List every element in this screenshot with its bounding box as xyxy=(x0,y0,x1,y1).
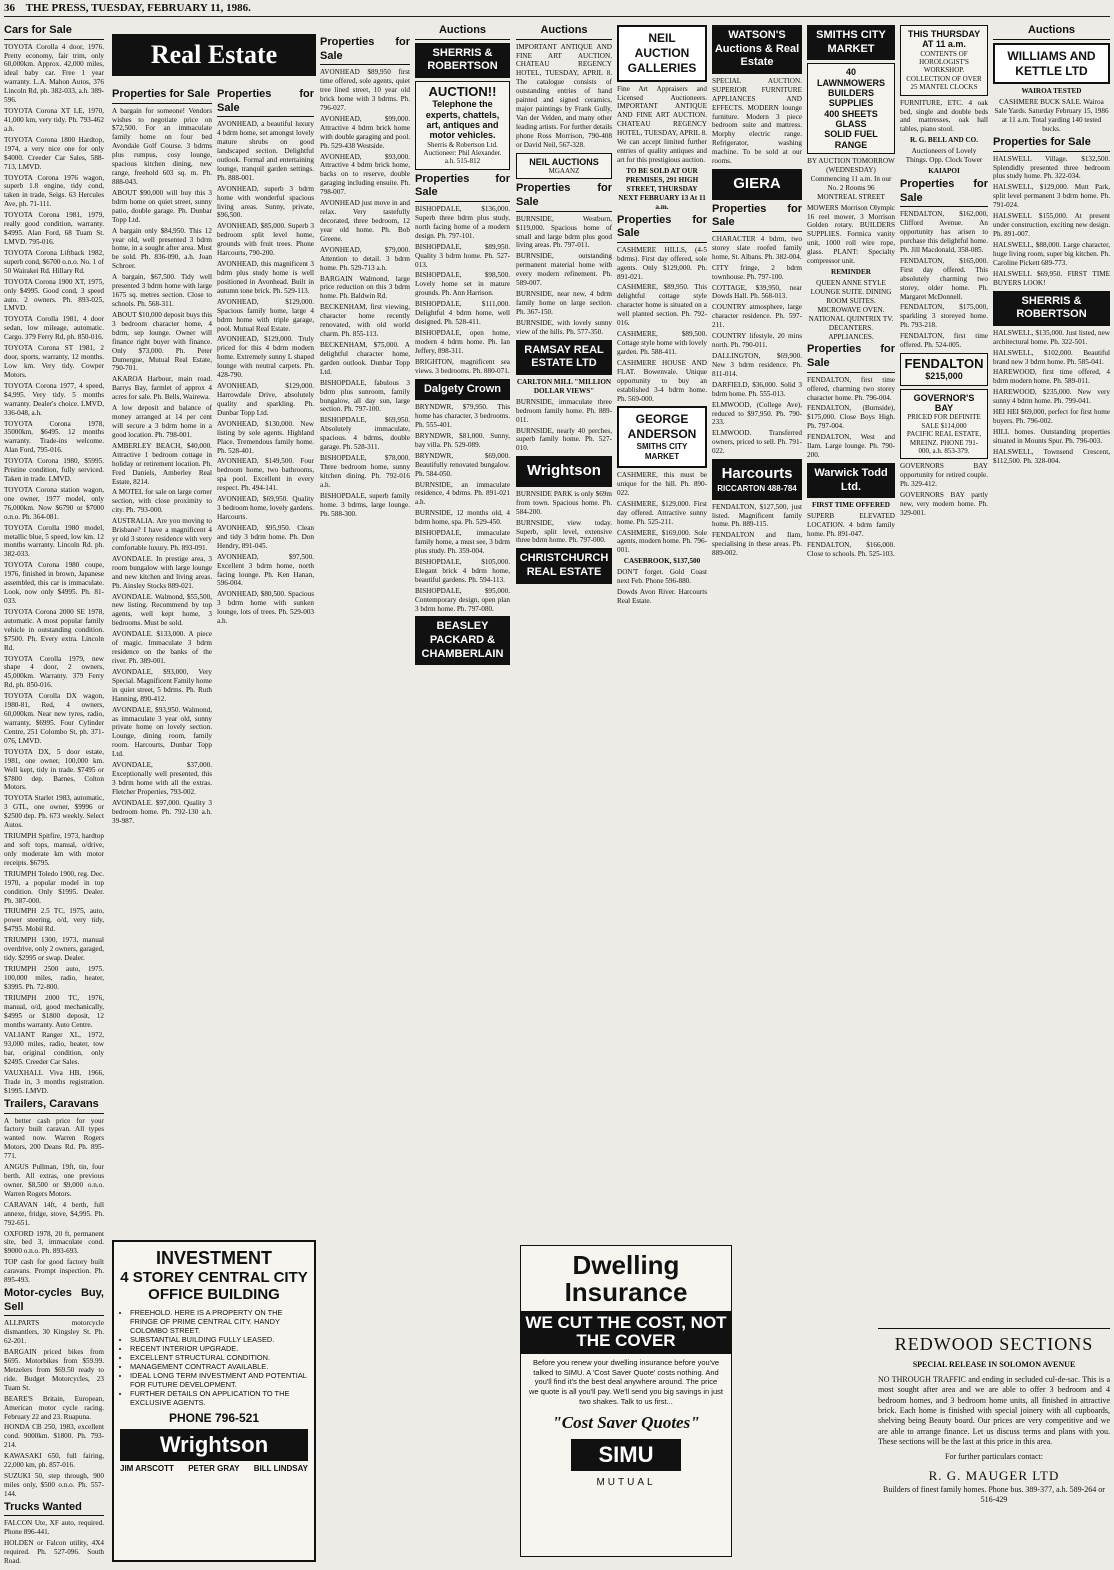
classified-ad: A bargain only $84,950. This 12 year old, well presented 3 bdrm home, in a sought after area. Must be sold. Ph. 836-090, a.h. Joan Schroer. xyxy=(112,226,212,271)
investment-title: INVESTMENT xyxy=(155,1248,272,1268)
trucks-ads xyxy=(4,1519,104,1566)
classified-ad: AVONHEAD, $129,000. Harrowdale Drive, absolutely quality and sparkling. Ph. Dunbar Topp Ltd. xyxy=(217,382,314,417)
classified-ad: TRIUMPH 1300, 1973, manual overdrive, only 2 owners, garaged, tidy. $2995 or swap. Dealer. xyxy=(4,936,104,963)
classified-ad: A low deposit and balance of money arranged at 14 per cent will secure a 3 bdrm home in a good location. Ph. 798-001. xyxy=(112,404,212,439)
classified-ad: ELMWOOD, (College Ave), reduced to $97,950. Ph. 790-233. xyxy=(712,400,802,427)
classified-ad: TOYOTA Corona 1980 coupe, 1976, finished in brown, Japanese assembled, this car is immaculate. Look, now only $4995. Ph. 81-033. xyxy=(4,561,104,606)
classified-ad: HALSWELL, Townsend Crescent, $112,500. Ph. 328-004. xyxy=(993,447,1110,465)
smiths-auction-time: BY AUCTION TOMORROW (WEDNESDAY) Commencing 11 a.m. In our No. 2 Rooms 96 MONTREAL STREET xyxy=(807,157,895,201)
bullet-item: • EXCELLENT STRUCTURAL CONDITION. xyxy=(130,1353,308,1362)
classified-ad: COUNTRY lifestyle, 20 mins north. Ph. 790-011. xyxy=(712,332,802,350)
classified-ad: VALIANT Ranger XL, 1972, 93,000 miles, radio, heater, tow bar, original condition, only $2495. Creeder Car Sales. xyxy=(4,1031,104,1067)
classified-ad: AVONHEAD, $79,000. Attention to detail. 3 bdrm home. Ph. 529-713 a.h. xyxy=(320,245,410,272)
classified-ad: BECKENHAM, first viewing, character home recently renovated, with old world charm. Ph. 855-113. xyxy=(320,303,410,339)
classified-ad: TOYOTA Corolla 1979, new shape 4 door, 2 owners, 45,000km. Warranty. 379 Ferry Rd, ph. 850-016. xyxy=(4,654,104,690)
classified-ad: BISHOPDALE, $136,000. Superb three bdrm plus study, north facing home of a modern design. Ph. 797-101. xyxy=(415,204,510,240)
classified-ad: TRIUMPH Spitfire, 1973, hardtop and soft tops, manual, o/drive, only moderate km with motor receipts. $6795. xyxy=(4,832,104,867)
section-properties-heading: Properties for Sale xyxy=(112,88,212,104)
harcourts-sub: RICCARTON 488-784 xyxy=(717,483,797,493)
williams-text: CASHMERE BUCK SALE. Wairoa Sale Yards. Saturday February 15, 1986 at 11 a.m. Total yarding 140 tested bucks. xyxy=(994,98,1109,134)
column-cars xyxy=(4,22,105,1566)
classified-ad: DARFIELD, $36,000. Solid 3 bdrm home. Ph. 555-013. xyxy=(712,380,802,398)
williams-kettle-logo: WILLIAMS AND KETTLE LTD xyxy=(993,43,1110,85)
classified-ad: FENDALTON, $127,500, just listed. Magnificent family home. Ph. 889-115. xyxy=(712,502,802,529)
agent-name: BILL LINDSAY xyxy=(253,1463,308,1473)
properties-ads-n xyxy=(712,503,802,559)
section-moto-heading: Motor-cycles Buy, Sell xyxy=(4,1287,104,1316)
classified-ad: BARGAIN Walmond, large price reduction on this 3 bdrm home. Ph. Baldwin Rd. xyxy=(320,274,410,301)
sherris-robertson-logo: SHERRIS & ROBERTSON xyxy=(415,43,510,78)
properties-ads-p xyxy=(807,512,895,559)
column-neil-galleries xyxy=(617,22,707,1237)
classified-ad: KAWASAKI 650, full fairing, 22,000 km, ph. 857-016. xyxy=(4,1452,104,1470)
auction-title: AUCTION!! xyxy=(428,83,497,99)
bullet-item: • IDEAL LONG TERM INVESTMENT AND POTENTIAL FOR FUTURE DEVELOPMENT. xyxy=(130,1371,308,1389)
classified-ad: CASHMERE, $129,000. First day offered. Attractive sunny home. Ph. 525-211. xyxy=(617,499,707,526)
thursday-heading: THIS THURSDAY AT 11 a.m. xyxy=(907,29,981,50)
classified-ad: TOYOTA Corona 1981, 1979, really good condition, warranty. $4995. Alan Ford, 68 Tuam St. LMVD. 795-016. xyxy=(4,211,104,246)
classified-ad: BRYNDWR, $81,000. Sunny, bay villa. Ph. 529-089. xyxy=(415,431,510,449)
neil-auctions-location: MGAANZ xyxy=(548,167,580,176)
section-trailers-heading: Trailers, Caravans xyxy=(4,1098,104,1114)
classified-ad: DON'T forget. Gold Coast next Feb. Phone 596-880. xyxy=(617,568,707,586)
classified-ad: TOYOTA Corolla 1981, 4 door sedan, low mileage, automatic. Cargo. 379 Ferry Rd, ph. 850-016. xyxy=(4,315,104,342)
warwick-todd-logo: Warwick Todd Ltd. xyxy=(807,463,895,498)
classified-ad: HOLDEN or Falcon utility, 4X4 required. Ph. 527-096. South Road. xyxy=(4,1539,104,1566)
column-properties-b xyxy=(217,86,314,1136)
george-anderson-name: GEORGE ANDERSON xyxy=(627,412,697,442)
classified-ad: AVONDALE, $93,000, Very Special. Magnificent Family home in quiet street, 5 bdrms. Ph. Ruth Hanning, 890-412. xyxy=(112,667,212,703)
classified-ad: BISHOPDALE, $78,000. Three bedroom home, sunny kitchen dining. Ph. 792-016 a.h. xyxy=(320,454,410,489)
classified-ad: BISHOPDALE, $98,500. Lovely home set in mature grounds. Ph. Ann Harrison. xyxy=(415,271,510,298)
classified-ad: BISHOPDALE, $111,000. Delightful 4 bdrm home, well designed. Ph. 528-411. xyxy=(415,300,510,327)
classified-ad: FENDALTON, (Burnside), $175,000. Close Boys High. Ph. 797-004. xyxy=(807,404,895,431)
smiths-line: 40 LAWNMOWERS xyxy=(817,67,885,88)
properties-ads-o xyxy=(807,376,895,460)
classified-ad: AVONHEAD, superb 3 bdrm home with wonderful spacious living areas. Sunny, private, $96,500. xyxy=(217,184,314,220)
smiths-city-name: SMITHS CITY MARKET xyxy=(636,442,688,462)
properties-ads-a xyxy=(112,107,212,826)
classified-ad: HAREWOOD, $235,000. New very sunny 4 bdrm home. Ph. 799-041. xyxy=(993,388,1110,406)
classified-ad: AVONHEAD, $95,950. Clean and tidy 3 bdrm home. Ph. Don Hendry, 891-045. xyxy=(217,523,314,550)
smiths-line: SOLID FUEL RANGE xyxy=(824,129,878,150)
classified-ad: HALSWELL $155,000. At present under construction, exciting new design. Ph. 891-007. xyxy=(993,212,1110,238)
dwelling-banner: WE CUT THE COST, NOT THE COVER xyxy=(521,1311,731,1354)
redwood-signature: R. G. MAUGER LTD xyxy=(928,1467,1060,1483)
properties-ads-k xyxy=(617,471,707,555)
harcourts-name: Harcourts xyxy=(721,465,793,483)
harcourts-logo xyxy=(712,459,802,500)
governors-box xyxy=(900,389,988,460)
smiths-lines-box xyxy=(807,63,895,154)
redwood-subtitle: SPECIAL RELEASE IN SOLOMON AVENUE xyxy=(912,1360,1076,1370)
classified-ad: TOYOTA Corona XT LE, 1970, 41,000 km, very tidy. Ph. 793-462 a.h. xyxy=(4,107,104,133)
column-properties-d xyxy=(415,22,510,1558)
neil-galleries-title: NEIL AUCTION GALLERIES xyxy=(617,25,707,82)
column-bell-auctions xyxy=(900,22,988,1322)
auction-text: Telephone the experts, chattels, art, antiques and motor vehicles. xyxy=(425,99,500,141)
classified-ad: CASHMERE, $89,950. This delightful cottage style character home is situated on a well planted section. Ph. 792-016. xyxy=(617,283,707,328)
dwelling-title: Dwelling Insurance xyxy=(564,1250,688,1308)
classified-ad: AVONHEAD, $129,000. Spacious family home, large 4 bdrm home with triple garage, pool. Mutual Real Estate. xyxy=(217,297,314,333)
collection-text: CONTENTS OF HOROLOGIST'S WORKSHOP. COLLECTION OF OVER 25 MANTEL CLOCKS xyxy=(906,49,982,92)
classified-ad: A better cash price for your factory built caravan. All types wanted now. Warren Rogers Motors, 200 Deans Rd. Ph. 895-771. xyxy=(4,1116,104,1161)
classified-ad: TRIUMPH 2000 TC, 1976, manual, o/d, good mechanically, $4995 or $1800 deposit, 12 months warranty. Auto Centre. xyxy=(4,993,104,1029)
classified-ad: FENDALTON, $162,000, Clifford Avenue. An opportunity has arisen to purchase this delightful home. Ph. Jill Macdonald, 358-085. xyxy=(900,210,988,254)
redwood-text: NO THROUGH TRAFFIC and ending in secluded cul-de-sac. This is a most sought after area and we are able to offer 3 bedroom and 4 bedroom homes, and 3 bedroom home units, all finished in attractive brick. Each home is finished with special joinery with all cupboards, shelving being Beauty board. Our prices are very competitive and we are able to arrange finance. Let us discuss terms and plans with you. These sections will be the last at this price in this area. xyxy=(878,1374,1110,1447)
properties-ads-t xyxy=(993,329,1110,466)
classified-ad: AVONDALE, $37,000. Exceptionally well presented, this 3 bdrm home with all the extras. Fletcher Properties, 793-002. xyxy=(112,761,212,796)
section-auctions-heading: Auctions xyxy=(516,24,612,40)
classified-ad: CARAVAN 14ft, 4 berth, full annexe, fridge, stove, $4,995. Ph. 792-651. xyxy=(4,1200,104,1227)
classified-ad: AUSTRALIA. Are you moving to Brisbane? I have a magnificent 4 yr old 3 storey residence with very comfortable luxury. Ph. 893-091. xyxy=(112,517,212,552)
classified-ad: CASHMERE, $89,500. Cottage style home with lovely garden. Ph. 588-411. xyxy=(617,330,707,356)
classified-ad: TOYOTA Corona 1800 Hardtop, 1974, a very nice one for only $4000. Creeder Car Sales, 588-713, LMVD. xyxy=(4,135,104,171)
classified-ad: BRIGHTON, magnificent sea views. 3 bedrooms. Ph. 880-071. xyxy=(415,357,510,375)
classified-ad: AVONHEAD, $130,000. New listing by sole agents. Highland Place. Tremendous family home. Ph. 528-401. xyxy=(217,419,314,455)
section-properties-heading: Properties for Sale xyxy=(807,343,895,372)
dwelling-insurance-ad xyxy=(520,1245,732,1557)
bell-sub: Auctioneers of Lovely Things. Opp. Clock Tower xyxy=(905,147,983,165)
classified-ad: BURNSIDE, near new, 4 bdrm family home on large section. Ph. 367-150. xyxy=(516,290,612,316)
classified-ad: FENDALTON and Ilam, specialising in these areas. Ph. 889-002. xyxy=(712,531,802,558)
casebrook-heading: CASEBROOK, $137,500 xyxy=(623,557,701,566)
classified-ad: BISHOPDALE, $89,950. Quality 3 bdrm home. Ph. 527-013. xyxy=(415,242,510,269)
section-properties-heading: Properties for Sale xyxy=(712,203,802,232)
section-auctions-heading: Auctions xyxy=(993,24,1110,40)
classified-ad: BEARE'S Britain, European, American motor cycle racing. February 22 and 23. Ruapuna. xyxy=(4,1394,104,1421)
paper-date: THE PRESS, TUESDAY, FEBRUARY 11, 1986. xyxy=(25,2,251,14)
classified-ad: ABOUT $90,000 will buy this 3 bdrm home on quiet street, sunny patio, double garage. Ph. Dunbar Topp Ltd. xyxy=(112,188,212,224)
classified-ad: CASHMERE, this must be unique for the hill. Ph. 890-022. xyxy=(617,471,707,497)
classified-ad: BURNSIDE, nearly 40 perches, superb family home. Ph. 527-010. xyxy=(516,426,612,453)
classified-ad: DALLINGTON, $69,900. New 3 bdrm residence. Ph. 811-014. xyxy=(712,352,802,378)
smiths-city-logo: SMITHS CITY MARKET xyxy=(807,25,895,60)
moto-ads xyxy=(4,1319,104,1499)
classified-ad: HALSWELL, $88,000. Large character, huge living room, super big kitchen. Ph. Caroline Pickett 689-773. xyxy=(993,240,1110,267)
classified-ad: AVONDALE. Walmond, $55,500, new listing. Recommend by top agents, well kept home, 3 bedrooms. Must be sold. xyxy=(112,592,212,628)
section-properties-heading: Properties for Sale xyxy=(516,182,612,211)
sold-at-premises: TO BE SOLD AT OUR PREMISES, 291 HIGH STREET, THURSDAY NEXT FEBRUARY 13 At 11 a.m. xyxy=(618,166,706,211)
auction-contact: Sherris & Robertson Ltd. Auctioneer: Phil Alexander. a.h. 515-812 xyxy=(423,140,502,166)
column-properties-c xyxy=(320,34,410,1570)
watsons-text: SPECIAL AUCTION. SUPERIOR FURNITURE APPLIANCES AND EFFECTS. MODERN lounge furniture. Modern 3 piece bedroom suite and mattress. Morphy electric range. Refrigerator, washing machine. To be sold at our rooms. xyxy=(712,76,802,166)
classified-ad: GOVERNORS BAY opportunity for retired couple. Ph. 329-412. xyxy=(900,462,988,489)
classified-ad: AVONHEAD, this magnificent 3 bdrm plus study home is well positioned in Avonhead. Built in autumn tone brick. Ph. 529-113. xyxy=(217,260,314,295)
classified-ad: BURNSIDE, outstanding permanent material home with every modern refinement. Ph. 589-007. xyxy=(516,252,612,288)
classified-ad: BURNSIDE, view today. Superb, split level, extensive three bdrm home. Ph. 797-000. xyxy=(516,518,612,545)
properties-ads-b xyxy=(217,120,314,626)
reminder-heading: REMINDER xyxy=(831,268,871,277)
fendalton-box xyxy=(900,353,988,386)
cars-ads xyxy=(4,43,104,1096)
classified-ad: CASHMERE, $169,000. Sole agents, modern home. Ph. 796-001. xyxy=(617,528,707,555)
fendalton-title: FENDALTON xyxy=(904,356,984,372)
smiths-details: MOWERS Morrison Olympic 16 reel mower, 3 Morrison Golden rotary. BUILDERS SUPPLIES. Formica vanity unit, 1000 roll wire rope, glass. PLANT: Specialty compressor unit. xyxy=(807,203,895,266)
classified-ad: AVONHEAD, $85,000. Superb 3 bedroom split level home, grounds with fruit trees. Phone Harcourts, 790-200. xyxy=(217,222,314,258)
classified-ad: BISHOPDALE, superb family home. 3 bdrms, large lounge. Ph. 588-300. xyxy=(320,491,410,518)
classified-ad: Dowds Avon River. Harcourts Real Estate. xyxy=(617,588,707,605)
classified-ad: HONDA CB 250, 1983, excellent cond. 9000km. $1800. Ph. 793-214. xyxy=(4,1423,104,1450)
carlton-mill-heading: CARLTON MILL "MILLION DOLLAR VIEWS" xyxy=(516,377,612,395)
classified-ad: AVONHEAD, $97,500. Excellent 3 bdrm home, north facing lounge. Ph. Ken Hanan, 596-004. xyxy=(217,552,314,588)
classified-ad: BRYNDWR, $69,000. Beautifully renovated bungalow. Ph. 584-050. xyxy=(415,451,510,478)
classified-ad: CASHMERE HILLS, (4-5 bdrms). First day offered, sole agents. Only $129,000. Ph. 891-021. xyxy=(617,245,707,281)
classified-ad: AKAROA Harbour, main road. Barrys Bay, farmlet of approx 4 acres for sale. Ph. Bells, Wairewa. xyxy=(112,375,212,402)
classified-ad: TOYOTA Corona 1976 wagon, superb 1.8 engine, tidy cond, taken in trade, Seigs. 63 Hercules Ave, ph. 71-111. xyxy=(4,173,104,209)
classified-ad: HEI HEI $69,000, perfect for first home buyers. Ph. 796-002. xyxy=(993,408,1110,426)
agent-name: PETER GRAY xyxy=(188,1463,240,1473)
investment-agents xyxy=(120,1464,308,1473)
redwood-contact: Builders of finest family homes. Phone bus. 389-377, a.h. 589-264 or 516-429 xyxy=(883,1484,1105,1505)
classified-ad: ANGUS Pullman, 19ft, tin, four berth. All extras, one previous owner. $8,500 or $9,000 o.n.o. Warren Rogers Motors. xyxy=(4,1163,104,1198)
classified-ad: BURNSIDE, an immaculate residence, 4 bdrms. Ph. 891-021 a.h. xyxy=(415,480,510,507)
williams-location: WAIROA TESTED xyxy=(1021,87,1082,96)
classified-ad: AVONDALE. $133,000. A piece of magic. Immaculate 3 bdrm residence on the banks of the river. Ph. 389-001. xyxy=(112,630,212,666)
neil-auctions-name: NEIL AUCTIONS xyxy=(529,156,599,167)
classified-ad: SUPERB ELEVATED LOCATION. 4 bdrm family home. Ph. 891-047. xyxy=(807,512,895,538)
section-properties-heading: Properties for Sale xyxy=(617,214,707,243)
classified-ad: A bargain, $67,500. Tidy well presented 3 bdrm home with large 1675 sq. metres section. Close to schools. Ph. 568-311. xyxy=(112,273,212,308)
classified-ad: BISHOPDALE, $69,950. Absolutely immaculate, spacious. 4 bdrms, double garage. Ph. 528-311. xyxy=(320,416,410,452)
properties-ads-i xyxy=(516,490,612,546)
properties-ads-l xyxy=(617,568,707,606)
classified-ad: GOVERNORS BAY partly new, very modern home. Ph. 329-001. xyxy=(900,491,988,517)
column-williams xyxy=(993,22,1110,1322)
redwood-sections-ad xyxy=(878,1328,1110,1549)
wrightson-logo: Wrightson xyxy=(120,1429,308,1461)
classified-ad: TOYOTA DX, 5 door estate, 1981, one owner, 100,000 km. Well kept, tidy in trade. $7495 or $7800 dep. Barnes, Colton Motors. xyxy=(4,747,104,792)
classified-ad: BURNSIDE, immaculate three bedroom family home. Ph. 889-011. xyxy=(516,397,612,424)
classified-ad: TOYOTA Corona 2000 SE 1978, automatic. A most popular family vehicle in outstanding condition. $7500. Ph. Every extra. Lincoln Rd. xyxy=(4,607,104,652)
classified-ad: FENDALTON, first time offered, charming two storey character home. Ph. 796-004. xyxy=(807,375,895,402)
redwood-title: REDWOOD SECTIONS xyxy=(894,1334,1094,1354)
bullet-item: • FREEHOLD. HERE IS A PROPERTY ON THE FRINGE OF PRIME CENTRAL CITY. HANDY COLOMBO STREET. xyxy=(130,1308,308,1335)
classified-ad: AMBERLEY BEACH, $40,000. Attractive 1 bedroom cottage in holiday or retirement location. Ph. Fred Daniels, Amberley Real Estate, 8214. xyxy=(112,441,212,486)
neil-auctions-box xyxy=(516,153,612,180)
classified-ad: HALSWELL Village. $132,500. Splendidly presented three bedroom plus study home. Ph. 322-034. xyxy=(993,154,1110,181)
classified-ad: FENDALTON, $165,000. First day offered. This absolutely charming two storey, older home. Ph. Margaret McDonnell. xyxy=(900,256,988,301)
properties-ads-c xyxy=(320,68,410,518)
classified-ad: AVONHEAD, a beautiful luxury 4 bdrm home, set amongst lovely mature shrubs on good landscaped section. Delightful outlook. Formal and entertaining lounge, tranquil garden settings. Ph. 888-001. xyxy=(217,120,314,182)
classified-ad: COTTAGE, $39,950, near Dowds Hall. Ph. 568-013. xyxy=(712,283,802,301)
classified-ad: VAUXHALL Viva HB, 1966, Trade in, 3 months registration. $1995. LMVD. xyxy=(4,1069,104,1095)
properties-ads-h xyxy=(516,398,612,454)
classified-ad: TOP cash for good factory built caravans. Prompt inspection. Ph. 895-493. xyxy=(4,1258,104,1285)
properties-ads-r xyxy=(900,462,988,518)
classified-ad: COUNTRY atmosphere, large character residence. Ph. 597-211. xyxy=(712,303,802,330)
classified-ad: AVONHEAD, $80,500. Spacious 3 bdrm home with sunken lounge, lots of trees. Ph. 529-003 a.h. xyxy=(217,590,314,626)
classified-ad: TRIUMPH Toledo 1900, reg. Dec. 1970, a popular model in top condition. Only $1995. Dealer. Ph. 387-000. xyxy=(4,869,104,905)
classified-ad: FENDALTON, $166,000. Close to schools. Ph. 525-103. xyxy=(807,540,895,558)
classified-ad: AVONHEAD $89,950 first time offered, sole agents, quiet tree lined street, 10 year old brick home with 3 bdrms. Ph. 796-027. xyxy=(320,68,410,112)
classified-ad: BARGAIN priced bikes from $695. Motorbikes from $59.99. Metzelers from $69.50 ready to ride. Budget Motorcycles, 23 Tuam St. xyxy=(4,1348,104,1392)
classified-ad: HAREWOOD, first time offered, 4 bdrm modern home. Ph. 589-011. xyxy=(993,368,1110,386)
classified-ad: CASHMERE HOUSE AND FLAT. Bowenvale. Unique opportunity to buy an established 3-4 bdrm home. Ph. 569-000. xyxy=(617,358,707,403)
wrightson-logo: Wrightson xyxy=(516,456,612,487)
real-estate-banner: Real Estate xyxy=(112,34,316,76)
classified-ad: FENDALTON, West and Ilam. Large lounge. Ph. 790-200. xyxy=(807,433,895,460)
auction-box xyxy=(415,81,510,170)
watsons-logo: WATSON'S Auctions & Real Estate xyxy=(712,25,802,74)
governors-price: PRICED FOR DEFINITE SALE $114,000 xyxy=(907,413,981,430)
antique-auction-text: IMPORTANT ANTIQUE AND FINE ART AUCTION. CHATEAU REGENCY HOTEL, TUESDAY, APRIL 8. The catalogue consists of outstanding entries of hand painted and signed ceramics, major paintings by Frank Gully, Van der Velden, and many other leading artists. For further details phone Ross Morrison, 790-408 or David Neil, 567-328. xyxy=(516,42,612,149)
classified-ad: CHARACTER 4 bdrm, two storey slate roofed family home, St. Albans. Ph. 382-004. xyxy=(712,234,802,261)
section-properties-heading: Properties for Sale xyxy=(415,173,510,202)
classified-ad: AVONDALE, $93,950. Walmond, as immaculate 3 year old, sunny private home on lovely section. Lounge, dining room, family room. Harcourts, Dunbar Topp Ltd. xyxy=(112,705,212,759)
simu-logo-sub: MUTUAL xyxy=(596,1476,656,1488)
classified-ad: BRYNDWR, $79,950. This home has character, 3 bedrooms. Ph. 555-401. xyxy=(415,403,510,430)
classified-ad: AVONHEAD, $99,000. Attractive 4 bdrm brick home with double garaging and pool. Ph. 529-438 Westside. xyxy=(320,114,410,150)
dwelling-body: Before you renew your dwelling insurance before you've talked to SIMU. A 'Cost Saver Quote' costs nothing. And you'll find it's the best deal anywhere around. The price we quote is all you'll pay. We'll send you big savings in just two shakes. Talk to us first... xyxy=(529,1357,723,1406)
classified-ad: TRIUMPH 2.5 TC, 1975, auto, power steering, o/d, very tidy, $4795. Mobil Rd. xyxy=(4,907,104,934)
classified-ad: BISHOPDALE, $95,000. Contemporary design, open plan 3 bdrm home. Ph. 797-080. xyxy=(415,586,510,613)
classified-ad: BURNSIDE, with lovely sunny view of the hills. Ph. 577-350. xyxy=(516,318,612,336)
classified-ad: BURNSIDE PARK is only $69m from town. Spacious home. Ph. 584-200. xyxy=(516,489,612,516)
neil-galleries-text: Fine Art Appraisers and Licensed Auctioneers. IMPORTANT ANTIQUE AND FINE ART AUCTION. CHATEAU REGENCY HOTEL, TUESDAY, APRIL 8. We can accept limited further entries of quality antiques and art for this prestigious auction. xyxy=(617,84,707,164)
classified-ad: ALLPARTS motorcycle dismantlers, 30 Kingsley St. Ph. 62-201. xyxy=(4,1319,104,1346)
bullet-item: • FURTHER DETAILS ON APPLICATION TO THE EXCLUSIVE AGENTS. xyxy=(130,1389,308,1407)
section-properties-heading: Properties for Sale xyxy=(900,178,988,207)
classified-ad: BISHOPDALE, immaculate family home, a must see, 3 bdrm plus study. Ph. 359-004. xyxy=(415,529,510,556)
agent-name: JIM ARSCOTT xyxy=(120,1463,174,1473)
classified-ad: FENDALTON, first time offered. Ph. 524-005. xyxy=(900,332,988,350)
classified-ad: TOYOTA Corona 1980, $5995. Pristine condition, fully serviced. Taken in trade. LMVD. xyxy=(4,457,104,484)
column-properties-a xyxy=(112,86,212,1136)
classified-ad: AVONHEAD, $149,500. Four bedroom home, two bathrooms, spa pool. Excellent in every respect. Ph. 494-141. xyxy=(217,457,314,493)
masthead xyxy=(4,2,1110,17)
first-time-offered: FIRST TIME OFFERED xyxy=(811,501,890,510)
classified-ad: BURNSIDE, Westburn, $119,000. Spacious home of small and large bdrm plus good living areas. Ph. 797-011. xyxy=(516,214,612,250)
classified-ad: TOYOTA Corona ST 1981, 2 door, sports, warranty, 12 months. Low km. Very tidy. Cowper Motors. xyxy=(4,344,104,379)
classified-ad: FALCON Ute, XF auto, required. Phone 896-441. xyxy=(4,1519,104,1537)
giera-logo: GIERA xyxy=(712,169,802,200)
classified-ad: TOYOTA Corolla DX wagon, 1980-81, Red, 4 owners, 60,000km. Near new tyres, radio, warranty, $6995. Four Cylinder Centre, 251 Colombo St, ph. 371-076, LMVD. xyxy=(4,692,104,745)
investment-ad xyxy=(112,1240,316,1562)
george-anderson-logo xyxy=(617,406,707,468)
bullet-item: • MANAGEMENT CONTRACT AVAILABLE. xyxy=(130,1362,308,1371)
section-trucks-heading: Trucks Wanted xyxy=(4,1501,104,1517)
section-cars-heading: Cars for Sale xyxy=(4,24,104,40)
investment-phone: PHONE 796-521 xyxy=(168,1410,260,1425)
classified-ad: BISHOPDALE, fabulous 3 bdrm plus sunroom, family bungalow, all day sun, large section. Ph. 797-100. xyxy=(320,378,410,414)
section-properties-heading: Properties for Sale xyxy=(993,136,1110,152)
sherris-robertson-logo: SHERRIS & ROBERTSON xyxy=(993,291,1110,326)
bullet-item: • RECENT INTERIOR UPGRADE. xyxy=(130,1344,308,1353)
classified-ad: HALSWELL $69,950. FIRST TIME BUYERS LOOK! xyxy=(993,269,1110,287)
page-number: 36 xyxy=(4,2,15,14)
classified-ad: HALSWELL, $129,000. Mutt Park, split level permanent 3 bdrm home. Ph. 791-024. xyxy=(993,183,1110,210)
classified-ad: TOYOTA Corona 1977, 4 speed, $4,995. Very tidy. 5 months warranty. Dealer's choice. LMVD, 336-048, a.h. xyxy=(4,381,104,417)
classified-ad: TOYOTA Corolla 4 door, 1976. Pretty economy, fair trim, only 60,000km. Approx. 42,000 miles, ideal baby car. Free 1 year warranty. L.A. Mahon Autos, 376 Lincoln Rd, ph. 382-033, a.h. 389-596. xyxy=(4,42,104,105)
redwood-further: For further particulars contact: xyxy=(945,1451,1043,1461)
classified-ad: BISHOPDALE, open home, modern 4 bdrm home. Ph. Ian Jeffery, 898-311. xyxy=(415,328,510,355)
classified-ad: TOYOTA Corolla 1980 model, metallic blue, 5 speed, low km. 12 months warranty. Lincoln Rd. ph. 382-033. xyxy=(4,523,104,559)
furniture-text: FURNITURE, ETC. 4 oak bed, single and double beds and mattresses, oak hall tables, piano stool. xyxy=(900,98,988,134)
classified-ad: SUZUKI 50, step through, 900 miles only, $500 o.n.o. Ph. 557-144. xyxy=(4,1472,104,1498)
beasley-packard-logo: BEASLEY PACKARD & CHAMBERLAIN xyxy=(415,616,510,665)
classified-ad: TOYOTA Corona station wagon, one owner, 1977 model, only 76,000km. Now $6790 or $7000 o.n.o. Ph. 364-081. xyxy=(4,485,104,521)
properties-ads-f xyxy=(415,529,510,613)
dalgety-crown-logo: Dalgety Crown xyxy=(415,379,510,401)
governors-title: GOVERNOR'S BAY xyxy=(913,392,975,414)
classified-ad: OXFORD 1978, 20 ft, permanent site, bed 3, immaculate cond. $9000 o.n.o. Ph. 893-693. xyxy=(4,1229,104,1256)
simu-logo: SIMU xyxy=(571,1439,681,1471)
classified-ad: TOYOTA Corona 1900 XT, 1975, only $4995. Good cond, 3 speed auto. 2 owners. Ph. 893-025, LMVD. xyxy=(4,277,104,313)
smiths-line: BUILDERS SUPPLIES xyxy=(827,87,874,109)
ramsay-logo: RAMSAY REAL ESTATE LTD xyxy=(516,340,612,375)
dwelling-quote: "Cost Saver Quotes" xyxy=(552,1412,700,1432)
classified-ad: TOYOTA Corona 1978, 35000km, $6495. 12 months warranty. Trade-ins welcome. Alan Ford, 795-016. xyxy=(4,419,104,455)
properties-ads-m xyxy=(712,235,802,456)
investment-subtitle: 4 STOREY CENTRAL CITY OFFICE BUILDING xyxy=(120,1269,308,1304)
classified-ad: AVONHEAD, $93,000. Attractive 4 bdrm brick home, backs on to reserve, double garaging including ensuite. Ph. 798-007. xyxy=(320,152,410,197)
classified-ad: TOYOTA Starlet 1983, automatic, 3 GTL, one owner, $9996 or $2500 dep. Ph. 673 weekly. Select Autos. xyxy=(4,794,104,830)
section-properties-heading: Properties for Sale xyxy=(320,36,410,65)
properties-ads-j xyxy=(617,246,707,404)
classified-ad: HILL homes. Outstanding properties situated in Mounts Spur. Ph. 796-003. xyxy=(993,427,1110,445)
christchurch-real-estate-logo: CHRISTCHURCH REAL ESTATE xyxy=(516,548,612,583)
classified-ad: CITY fringe, 2 bdrm townhouse. Ph. 797-100. xyxy=(712,263,802,281)
classified-ad: ELMWOOD. Transferred owners, priced to sell. Ph. 791-022. xyxy=(712,429,802,456)
pacific-contact: PACIFIC REAL ESTATE, MREINZ. PHONE 791-000, a.h. 853-379. xyxy=(906,430,982,455)
classified-ad: AVONHEAD, $69,950. Quality 3 bedroom home, lovely gardens. Harcourts. xyxy=(217,495,314,521)
bell-auction-box xyxy=(900,25,988,96)
classified-ad: ABOUT $10,000 deposit buys this 3 bedroom character home, 4 bdrm, sep lounge. Owner will finance right buyer with finance. Only $73,000. Ph. Peter Dumergue, Mutual Real Estate, 790-701. xyxy=(112,310,212,373)
queen-anne-text: QUEEN ANNE STYLE LOUNGE SUITE. DINING ROOM SUITES. MICROWAVE OVEN. NATIONAL QUINTRIX TV. DECANTERS. APPLIANCES. xyxy=(808,278,894,341)
section-auctions-heading: Auctions xyxy=(415,24,510,40)
classified-ad: HALSWELL, $102,000. Beautiful brand new 3 bdrm home. Ph. 585-041. xyxy=(993,348,1110,366)
classified-ad: TRIUMPH 2500 auto, 1975. 100,000 miles, radio, heater, $3995. Ph. 72-800. xyxy=(4,964,104,991)
classified-ad: AVONHEAD just move in and relax. Very tastefully decorated, three bedroom, 12 year old home. Ph. Bob Greene. xyxy=(320,199,410,243)
classified-ad: AVONDALE. $97,000. Quality 3 bedroom home. Ph. 792-130 a.h. 39-987. xyxy=(112,798,212,825)
properties-ads-q xyxy=(900,210,988,350)
properties-ads-g xyxy=(516,215,612,337)
classified-ad: TOYOTA Corona Liftback 1982, superb cond, $6700 o.n.o. No. 1 of 50 Wairakei Rd. Hillary Rd. xyxy=(4,248,105,275)
classified-ad: FENDALTON, $175,000, sparkling 3 storeyed home. Ph. 793-218. xyxy=(900,303,988,330)
classified-ad: A MOTEL for sale on large corner section, with close proximity to city. Ph. 793-000. xyxy=(112,488,212,515)
properties-ads-e xyxy=(415,403,510,527)
properties-ads-s xyxy=(993,155,1110,288)
section-properties-heading: Properties for Sale xyxy=(217,88,314,117)
fendalton-price: $215,000 xyxy=(925,371,963,382)
classified-ad: BISHOPDALE, $105,000. Elegant brick 4 bdrm home, beautiful gardens. Ph. 594-113. xyxy=(415,557,510,584)
classified-ad: AVONDALE. In prestige area, 3 room bungalow with large lounge and new kitchen and living areas. Ph. Ainsley Stocks 889-021. xyxy=(112,554,212,590)
trailers-ads xyxy=(4,1117,104,1286)
classified-ad: A bargain for someone! Vendors wishes to negotiate price on $72,500. For an immaculate family home on four bed Avondale Golf Course. 3 bdrms plus rumpus, cosy lounge, spacious kitchen dining, new range, freehold 603 sq. m. Ph. 888-043. xyxy=(112,106,212,186)
classified-ad: BURNSIDE, 12 months old, 4 bdrm home, spa. Ph. 529-450. xyxy=(415,509,510,527)
classified-ad: BECKENHAM, $75,000. A delightful character home, garden outlook. Dunbar Topp Ltd. xyxy=(320,340,410,376)
classified-ad: AVONHEAD, $129,000. Truly priced for this 4 bdrm modern home. Extremely sunny L shaped lounge with neutral carpets. Ph. 428-790. xyxy=(217,335,314,380)
bullet-item: • SUBSTANTIAL BUILDING FULLY LEASED. xyxy=(130,1335,308,1344)
investment-bullets xyxy=(120,1308,308,1407)
properties-ads-d xyxy=(415,205,510,376)
kaiapoi-text: KAIAPOI xyxy=(928,167,960,176)
smiths-line: 400 SHEETS GLASS xyxy=(824,108,878,129)
classified-ad: HALSWELL, $135,000. Just listed, new architectural home. Ph. 322-501. xyxy=(993,328,1110,346)
bell-name: R. G. BELL AND CO. xyxy=(909,136,979,145)
